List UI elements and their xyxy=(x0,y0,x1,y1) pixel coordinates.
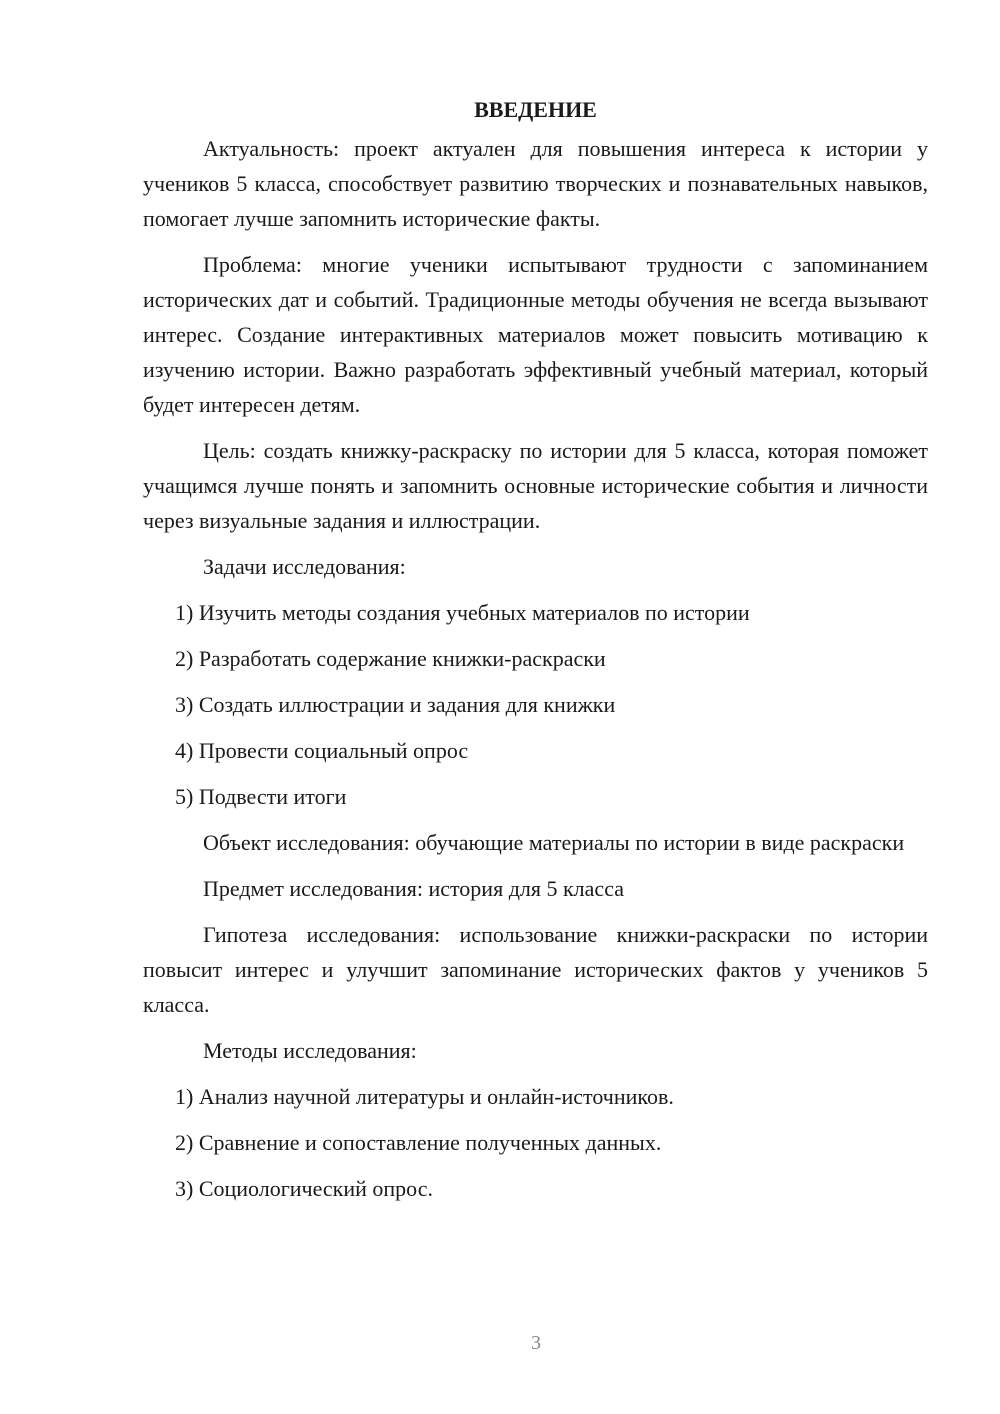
list-item: 4) Провести социальный опрос xyxy=(175,738,469,763)
list-item: 2) Разработать содержание книжки-раскраски xyxy=(175,646,606,671)
page-number: 3 xyxy=(531,1332,541,1354)
tasks-list xyxy=(143,595,928,814)
relevance-paragraph: Актуальность: проект актуален для повышения интереса к истории у учеников 5 класса, способствует развитию творческих и познавательных навыков, помогает лучше запомнить исторические факты. xyxy=(143,136,928,231)
problem-paragraph: Проблема: многие ученики испытывают трудности с запоминанием исторических дат и событий. Традиционные методы обучения не всегда вызывают интерес. Создание интерактивных материалов может повысить мотивацию к изучению истории. Важно разработать эффективный учебный материал, который будет интересен детям. xyxy=(143,252,928,417)
list-item: 1) Анализ научной литературы и онлайн-источников. xyxy=(175,1084,674,1109)
list-item: 3) Создать иллюстрации и задания для книжки xyxy=(175,692,616,717)
hypothesis-paragraph: Гипотеза исследования: использование книжки-раскраски по истории повысит интерес и улучшит запоминание исторических фактов у учеников 5 класса. xyxy=(143,922,928,1017)
list-item: 1) Изучить методы создания учебных материалов по истории xyxy=(175,600,750,625)
list-item: 2) Сравнение и сопоставление полученных данных. xyxy=(175,1130,662,1155)
subject-paragraph: Предмет исследования: история для 5 класса xyxy=(203,876,624,901)
document-page xyxy=(143,92,928,1217)
list-item: 5) Подвести итоги xyxy=(175,784,347,809)
list-item: 3) Социологический опрос. xyxy=(175,1176,433,1201)
tasks-heading: Задачи исследования: xyxy=(203,554,406,579)
goal-paragraph: Цель: создать книжку-раскраску по истории для 5 класса, которая поможет учащимся лучше понять и запомнить основные исторические события и личности через визуальные задания и иллюстрации. xyxy=(143,438,928,533)
methods-heading: Методы исследования: xyxy=(203,1038,417,1063)
section-title: ВВЕДЕНИЕ xyxy=(474,97,597,122)
object-paragraph: Объект исследования: обучающие материалы по истории в виде раскраски xyxy=(203,830,905,855)
methods-list xyxy=(143,1079,928,1206)
